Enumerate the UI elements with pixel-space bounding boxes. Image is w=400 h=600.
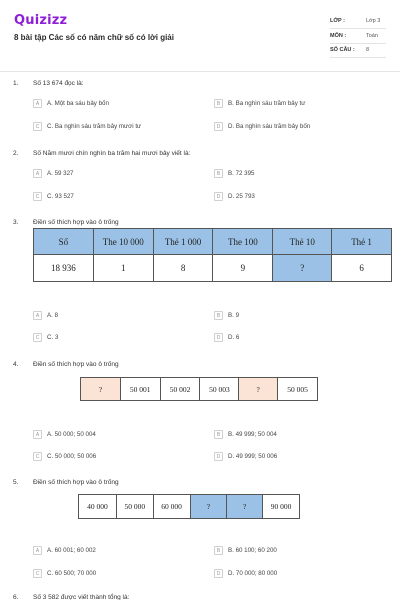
option-letter: B: [214, 430, 223, 439]
option-letter: C: [33, 569, 42, 578]
option-text: D. 6: [228, 334, 240, 341]
count-label: SỐ CÂU :: [330, 47, 355, 53]
question-text: Điền số thích hợp vào ô trống: [33, 361, 119, 368]
option-letter: A: [33, 430, 42, 439]
question-number: 3.: [13, 219, 19, 226]
worksheet-title: 8 bài tập Các số có năm chữ số có lời giải: [14, 33, 174, 42]
table-cell: 9: [213, 255, 273, 282]
option-letter: D: [214, 333, 223, 342]
option-text: C. Ba nghìn sáu trăm bảy mươi tư: [47, 123, 142, 130]
option-c[interactable]: [33, 121, 141, 132]
option-text: A. 8: [47, 312, 59, 319]
option-text: D. 25 793: [228, 193, 255, 200]
blank-cell: ?: [81, 378, 121, 401]
option-b[interactable]: [214, 545, 277, 556]
option-d[interactable]: [214, 332, 239, 343]
sequence-cell: 50 002: [160, 378, 200, 401]
question-text: Số 13 674 đọc là:: [33, 80, 84, 87]
option-text: B. 49 999; 50 004: [228, 431, 277, 438]
sequence-cell: 60 000: [153, 495, 190, 519]
class-label: LỚP :: [330, 18, 345, 24]
number-sequence: [78, 494, 300, 519]
question-number: 4.: [13, 361, 19, 368]
option-letter: A: [33, 311, 42, 320]
option-text: B. 60 100; 60 200: [228, 547, 277, 554]
divider: [330, 43, 386, 44]
option-letter: D: [214, 569, 223, 578]
option-letter: C: [33, 122, 42, 131]
option-letter: D: [214, 192, 223, 201]
option-letter: A: [33, 99, 42, 108]
option-b[interactable]: [214, 310, 239, 321]
option-text: D. 49 999; 50 006: [228, 453, 278, 460]
table-header-cell: Thẻ 1: [332, 229, 392, 255]
class-value: Lớp 3: [366, 18, 381, 24]
option-letter: A: [33, 546, 42, 555]
divider: [330, 57, 386, 58]
subject-label: MÔN :: [330, 33, 347, 39]
option-a[interactable]: [33, 429, 96, 440]
table-cell: 18 936: [34, 255, 94, 282]
option-text: B. Ba nghìn sáu trăm bảy tư: [228, 100, 306, 107]
table-header-cell: Thẻ 10: [273, 229, 332, 255]
question-number: 6.: [13, 594, 19, 600]
question-text: Số 3 582 được viết thành tổng là:: [33, 594, 130, 600]
question-number: 1.: [13, 80, 19, 87]
place-value-table: [33, 228, 392, 282]
option-text: B. 72 395: [228, 170, 255, 177]
option-letter: B: [214, 99, 223, 108]
option-c[interactable]: [33, 568, 96, 579]
table-header-cell: Thẻ 1 000: [153, 229, 213, 255]
table-row: [79, 495, 300, 519]
option-text: C. 50 000; 50 006: [47, 453, 97, 460]
blank-cell: ?: [190, 495, 227, 519]
option-a[interactable]: [33, 310, 58, 321]
question-text: Số Năm mươi chín nghìn ba trăm hai mươi bảy viết là:: [33, 150, 191, 157]
question-text: Điền số thích hợp vào ô trống: [33, 479, 119, 486]
option-d[interactable]: [214, 121, 310, 132]
question-number: 2.: [13, 150, 19, 157]
option-letter: C: [33, 192, 42, 201]
option-text: C. 60 500; 70 000: [47, 570, 97, 577]
option-text: B. 9: [228, 312, 240, 319]
option-text: D. Ba nghìn sáu trăm bảy bốn: [228, 123, 311, 130]
option-a[interactable]: [33, 168, 74, 179]
option-c[interactable]: [33, 332, 58, 343]
option-d[interactable]: [214, 568, 277, 579]
option-text: C. 3: [47, 334, 59, 341]
blank-cell: ?: [227, 495, 263, 519]
count-value: 8: [366, 47, 370, 53]
option-letter: C: [33, 452, 42, 461]
option-text: C. 93 527: [47, 193, 74, 200]
table-header-cell: Số: [34, 229, 94, 255]
option-letter: D: [214, 122, 223, 131]
sequence-cell: 50 001: [120, 378, 160, 401]
option-text: A. 60 001; 60 002: [47, 547, 96, 554]
option-text: A. 59 327: [47, 170, 74, 177]
table-cell: 6: [332, 255, 392, 282]
worksheet-header: [0, 0, 400, 72]
number-sequence: [80, 377, 318, 401]
sequence-cell: 50 000: [116, 495, 153, 519]
option-a[interactable]: [33, 98, 109, 109]
option-d[interactable]: [214, 451, 277, 462]
option-letter: D: [214, 452, 223, 461]
option-letter: A: [33, 169, 42, 178]
sequence-cell: 50 005: [278, 378, 318, 401]
option-letter: B: [214, 546, 223, 555]
table-header-row: [34, 229, 392, 255]
option-text: A. 50 000; 50 004: [47, 431, 96, 438]
option-letter: B: [214, 169, 223, 178]
option-c[interactable]: [33, 451, 96, 462]
divider: [330, 28, 386, 29]
sequence-cell: 90 000: [263, 495, 300, 519]
option-letter: C: [33, 333, 42, 342]
subject-value: Toán: [366, 33, 378, 39]
option-c[interactable]: [33, 191, 74, 202]
option-a[interactable]: [33, 545, 96, 556]
table-cell: 8: [153, 255, 213, 282]
blank-cell: ?: [239, 378, 278, 401]
sequence-cell: 50 003: [200, 378, 239, 401]
table-header-cell: The 100: [213, 229, 273, 255]
question-text: Điền số thích hợp vào ô trống: [33, 219, 119, 226]
table-row: [34, 255, 392, 282]
question-number: 5.: [13, 479, 19, 486]
blank-cell: ?: [273, 255, 332, 282]
quizizz-logo: Quizizz: [14, 13, 68, 28]
option-d[interactable]: [214, 191, 255, 202]
table-header-cell: The 10 000: [93, 229, 153, 255]
sequence-cell: 40 000: [79, 495, 117, 519]
option-text: D. 70 000; 80 000: [228, 570, 278, 577]
option-b[interactable]: [214, 429, 277, 440]
option-letter: B: [214, 311, 223, 320]
option-b[interactable]: [214, 98, 305, 109]
table-row: [81, 378, 318, 401]
table-cell: 1: [93, 255, 153, 282]
option-text: A. Một ba sáu bảy bốn: [47, 100, 109, 107]
option-b[interactable]: [214, 168, 255, 179]
